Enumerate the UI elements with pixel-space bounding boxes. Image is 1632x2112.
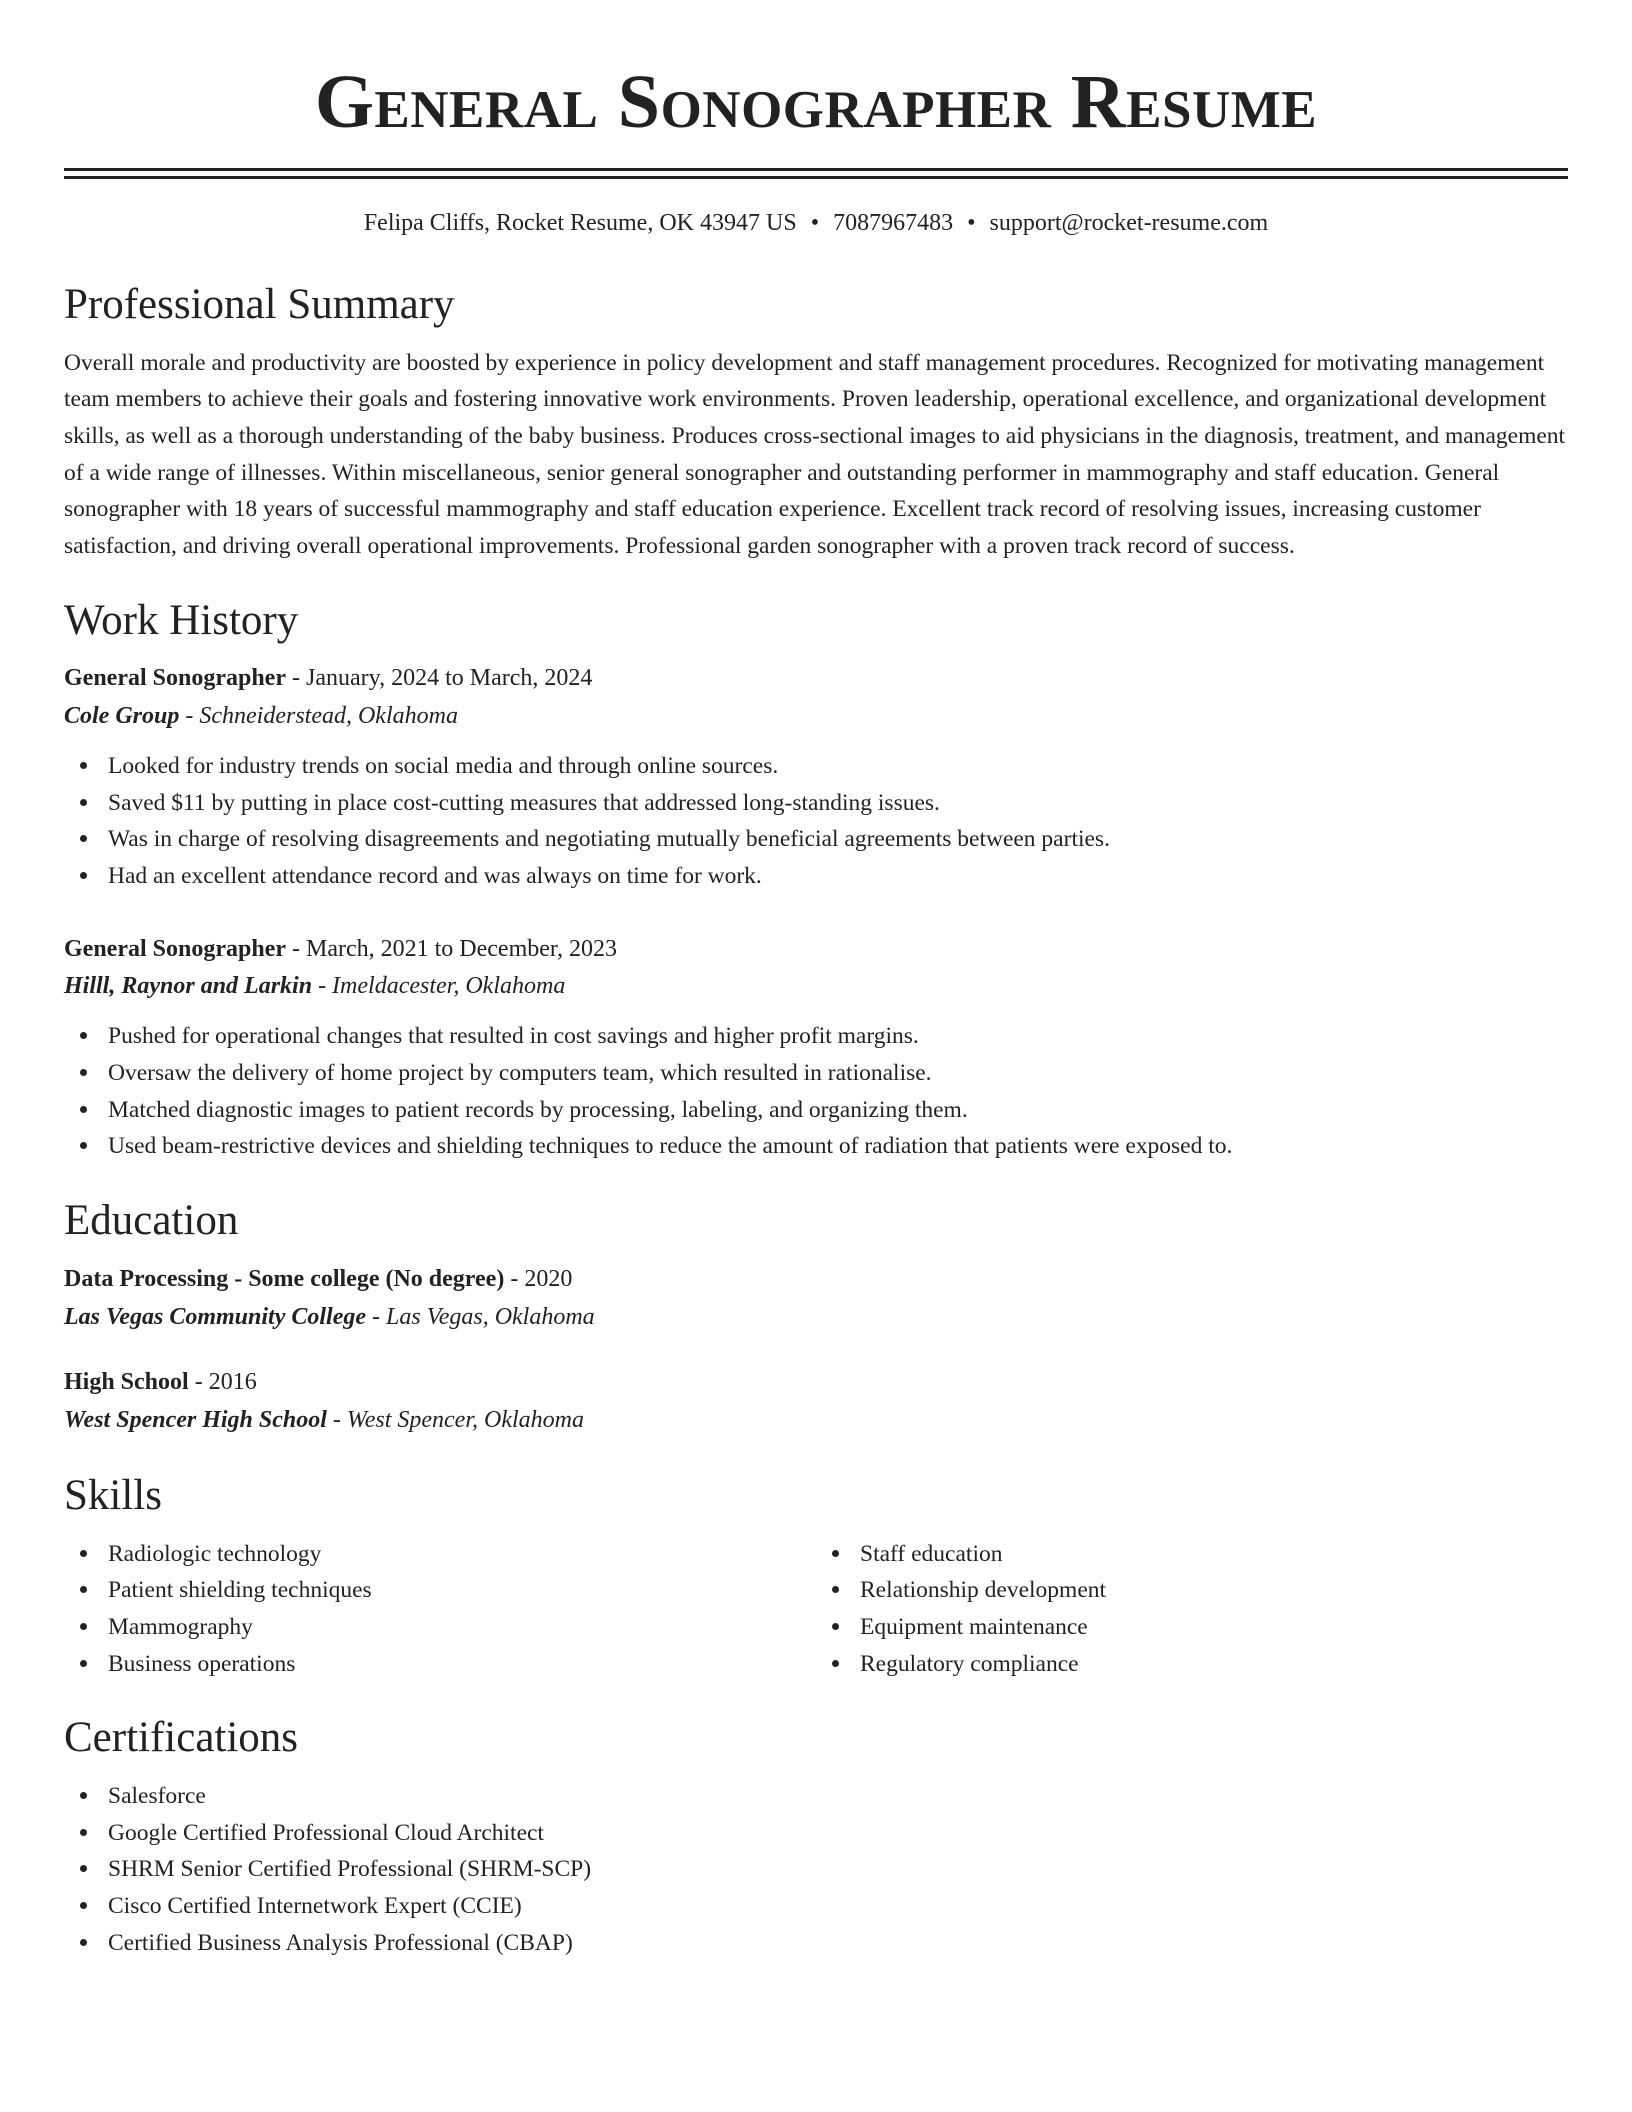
job-bullets (64, 1018, 1568, 1165)
skills-heading: Skills (64, 1472, 162, 1520)
education-school: Las Vegas Community College (64, 1303, 367, 1330)
skills-columns (64, 1536, 1568, 1683)
job-entry (64, 931, 1568, 1165)
education-heading: Education (64, 1197, 239, 1244)
contact-email: support@rocket-resume.com (989, 210, 1269, 236)
contact-phone: 7087967483 (833, 210, 954, 236)
education-school: West Spencer High School (64, 1407, 327, 1434)
education-location: - West Spencer, Oklahoma (326, 1407, 584, 1434)
education-header (64, 1364, 1568, 1402)
job-entry (64, 660, 1568, 894)
education-degree: Data Processing - Some college (No degree) (64, 1265, 505, 1292)
job-employer (64, 968, 1568, 1006)
list-item: Looked for industry trends on social media and through online sources. (64, 748, 1568, 785)
skills-list-right (816, 1536, 1568, 1683)
job-dates: - March, 2021 to December, 2023 (286, 935, 617, 962)
list-item: Was in charge of resolving disagreements and negotiating mutually beneficial agreements between parties. (64, 821, 1568, 858)
job-employer (64, 698, 1568, 736)
list-item: Google Certified Professional Cloud Architect (64, 1815, 1568, 1852)
job-header (64, 660, 1568, 698)
list-item: Salesforce (64, 1778, 1568, 1815)
certifications-section (64, 1712, 1568, 1961)
education-entry (64, 1364, 1568, 1440)
education-entry (64, 1261, 1568, 1337)
contact-address: Felipa Cliffs, Rocket Resume, OK 43947 US (363, 210, 797, 236)
list-item: Relationship development (816, 1572, 1568, 1609)
list-item: Cisco Certified Internetwork Expert (CCIE) (64, 1888, 1568, 1925)
list-item: Used beam-restrictive devices and shielding techniques to reduce the amount of radiation that patients were exposed to. (64, 1128, 1568, 1165)
job-location: - Imeldacester, Oklahoma (312, 973, 566, 1000)
work-history-heading: Work History (64, 596, 299, 644)
education-location: - Las Vegas, Oklahoma (366, 1303, 595, 1330)
education-section (64, 1195, 1568, 1440)
list-item: Radiologic technology (64, 1536, 816, 1573)
list-item: Staff education (816, 1536, 1568, 1573)
summary-section (64, 279, 1568, 565)
list-item: Equipment maintenance (816, 1609, 1568, 1646)
list-item: Saved $11 by putting in place cost-cutting measures that addressed long-standing issues. (64, 785, 1568, 822)
work-history-section (64, 595, 1568, 1165)
list-item: Regulatory compliance (816, 1646, 1568, 1683)
skills-list-left (64, 1536, 816, 1683)
skills-section (64, 1470, 1568, 1682)
certifications-heading: Certifications (64, 1714, 299, 1762)
list-item: Business operations (64, 1646, 816, 1683)
summary-text: Overall morale and productivity are boosted by experience in policy development and staff management procedures. Recognized for motivating management team members to achieve their goals and fostering innovative work environments. Proven leadership, operational excellence, and organizational development skills, as well as a thorough understanding of the baby business. Produces cross-sectional images to aid physicians in the diagnosis, treatment, and management of a wide range of illnesses. Within miscellaneous, senior general sonographer and outstanding performer in mammography and staff education. General sonographer with 18 years of successful mammography and staff education experience. Excellent track record of resolving issues, increasing customer satisfaction, and driving overall operational improvements. Professional garden sonographer with a proven track record of success. (64, 349, 1566, 559)
title-divider (64, 168, 1568, 179)
education-degree: High School (64, 1369, 189, 1396)
education-header (64, 1261, 1568, 1299)
education-year: - 2020 (504, 1265, 573, 1292)
job-location: - Schneiderstead, Oklahoma (179, 703, 458, 730)
list-item: Pushed for operational changes that resulted in cost savings and higher profit margins. (64, 1018, 1568, 1055)
job-company: Hilll, Raynor and Larkin (64, 973, 313, 1000)
contact-separator: • (967, 210, 976, 236)
job-title: General Sonographer (64, 665, 286, 692)
job-bullets (64, 748, 1568, 895)
education-school-line (64, 1299, 1568, 1337)
job-title: General Sonographer (64, 935, 286, 962)
job-dates: - January, 2024 to March, 2024 (286, 665, 593, 692)
job-company: Cole Group (64, 703, 180, 730)
job-header (64, 931, 1568, 969)
certifications-list (64, 1778, 1568, 1961)
list-item: Mammography (64, 1609, 816, 1646)
list-item: Patient shielding techniques (64, 1572, 816, 1609)
contact-line (64, 205, 1568, 249)
list-item: Had an excellent attendance record and was always on time for work. (64, 858, 1568, 895)
education-year: - 2016 (188, 1369, 257, 1396)
education-school-line (64, 1402, 1568, 1440)
resume-title: General Sonographer Resume (314, 60, 1318, 144)
summary-heading: Professional Summary (64, 281, 455, 328)
list-item: Certified Business Analysis Professional (CBAP) (64, 1925, 1568, 1962)
list-item: Oversaw the delivery of home project by computers team, which resulted in rationalise. (64, 1055, 1568, 1092)
contact-separator: • (810, 210, 820, 236)
list-item: SHRM Senior Certified Professional (SHRM-SCP) (64, 1851, 1568, 1888)
list-item: Matched diagnostic images to patient records by processing, labeling, and organizing them. (64, 1092, 1568, 1129)
